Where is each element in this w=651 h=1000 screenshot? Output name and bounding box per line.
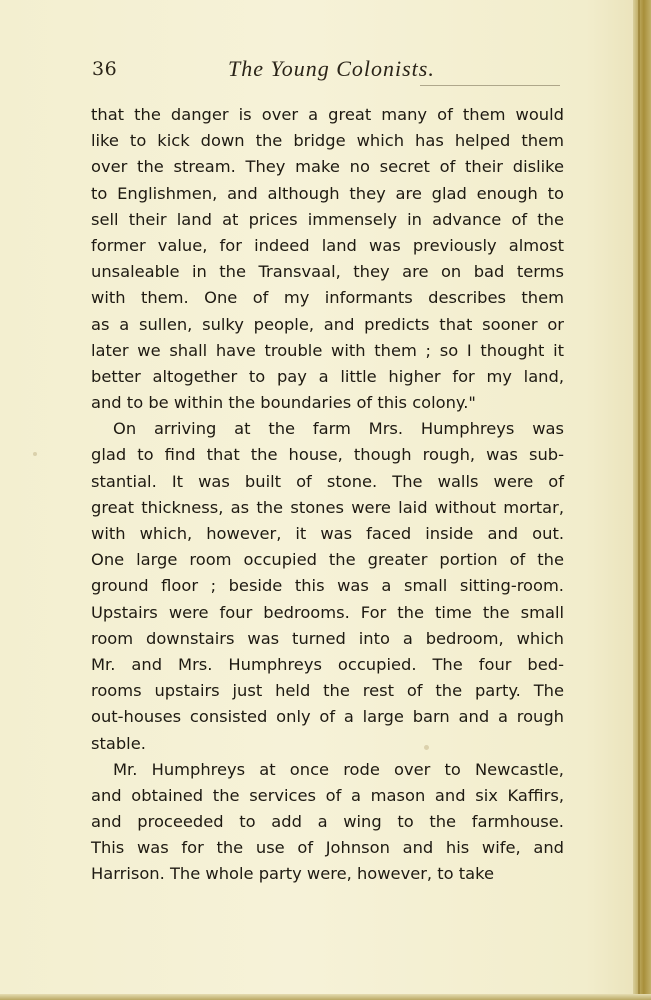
paragraph-start-line: On arriving at the farm Mrs. Humphreys was (113, 419, 564, 439)
text-line: sell their land at prices immensely in advance of the (91, 209, 564, 229)
text-line: like to kick down the bridge which has helped them (91, 131, 564, 151)
text-line: unsaleable in the Transvaal, they are on bad terms (91, 262, 564, 282)
text-line: former value, for indeed land was previously almost (91, 235, 564, 255)
text-line: with which, however, it was faced inside and out. (91, 524, 564, 543)
text-line: stable. (91, 733, 146, 753)
text-line: Harrison. The whole party were, however, to take (91, 864, 495, 884)
text-line: and obtained the services of a mason and six Kaffirs, (91, 785, 564, 805)
text-line: Mr. and Mrs. Humphreys occupied. The four bed- (91, 654, 564, 674)
text-line: and proceeded to add a wing to the farmhouse. (91, 812, 564, 832)
text-line: stantial. It was built of stone. The walls were of (91, 471, 564, 491)
text-line: Upstairs were four bedrooms. For the time the small (91, 602, 564, 622)
text-line: rooms upstairs just held the rest of the party. The (91, 681, 564, 701)
text-line: better altogether to pay a little higher for my land, (91, 366, 564, 386)
text-line: ground floor ; beside this was a small sitting-room. (91, 576, 564, 596)
text-line: with them. One of my informants describes them (91, 288, 564, 308)
text-line: This was for the use of Johnson and his wife, and (91, 838, 564, 858)
running-title: The Young Colonists. (228, 56, 435, 81)
paragraph-start-line: Mr. Humphreys at once rode over to Newcastle, (113, 759, 564, 779)
page-number: 36 (92, 58, 118, 80)
page-header (88, 50, 564, 90)
paper-speck (424, 745, 429, 750)
text-line: over the stream. They make no secret of their dislike (91, 157, 564, 177)
text-line: great thickness, as the stones were laid without mortar, (91, 497, 564, 517)
paper-speck (33, 452, 37, 456)
text-line: room downstairs was turned into a bedroom, which (91, 628, 564, 648)
text-line: and to be within the boundaries of this colony." (91, 393, 476, 413)
page-edge-line (638, 0, 640, 1000)
header-rule (420, 85, 560, 86)
text-line: later we shall have trouble with them ; so I thought it (91, 340, 564, 360)
text-line: glad to find that the house, though rough, was sub- (91, 445, 564, 465)
text-line: as a sullen, sulky people, and predicts that sooner or (91, 314, 564, 334)
page-edge-right (633, 0, 651, 1000)
text-line: to Englishmen, and although they are glad enough to (91, 183, 564, 203)
page-edge-bottom (0, 994, 651, 1000)
text-line: One large room occupied the greater portion of the (91, 550, 564, 570)
body-text (91, 102, 564, 888)
text-line: that the danger is over a great many of them would (91, 105, 564, 124)
text-line: out-houses consisted only of a large barn and a rough (91, 707, 564, 727)
